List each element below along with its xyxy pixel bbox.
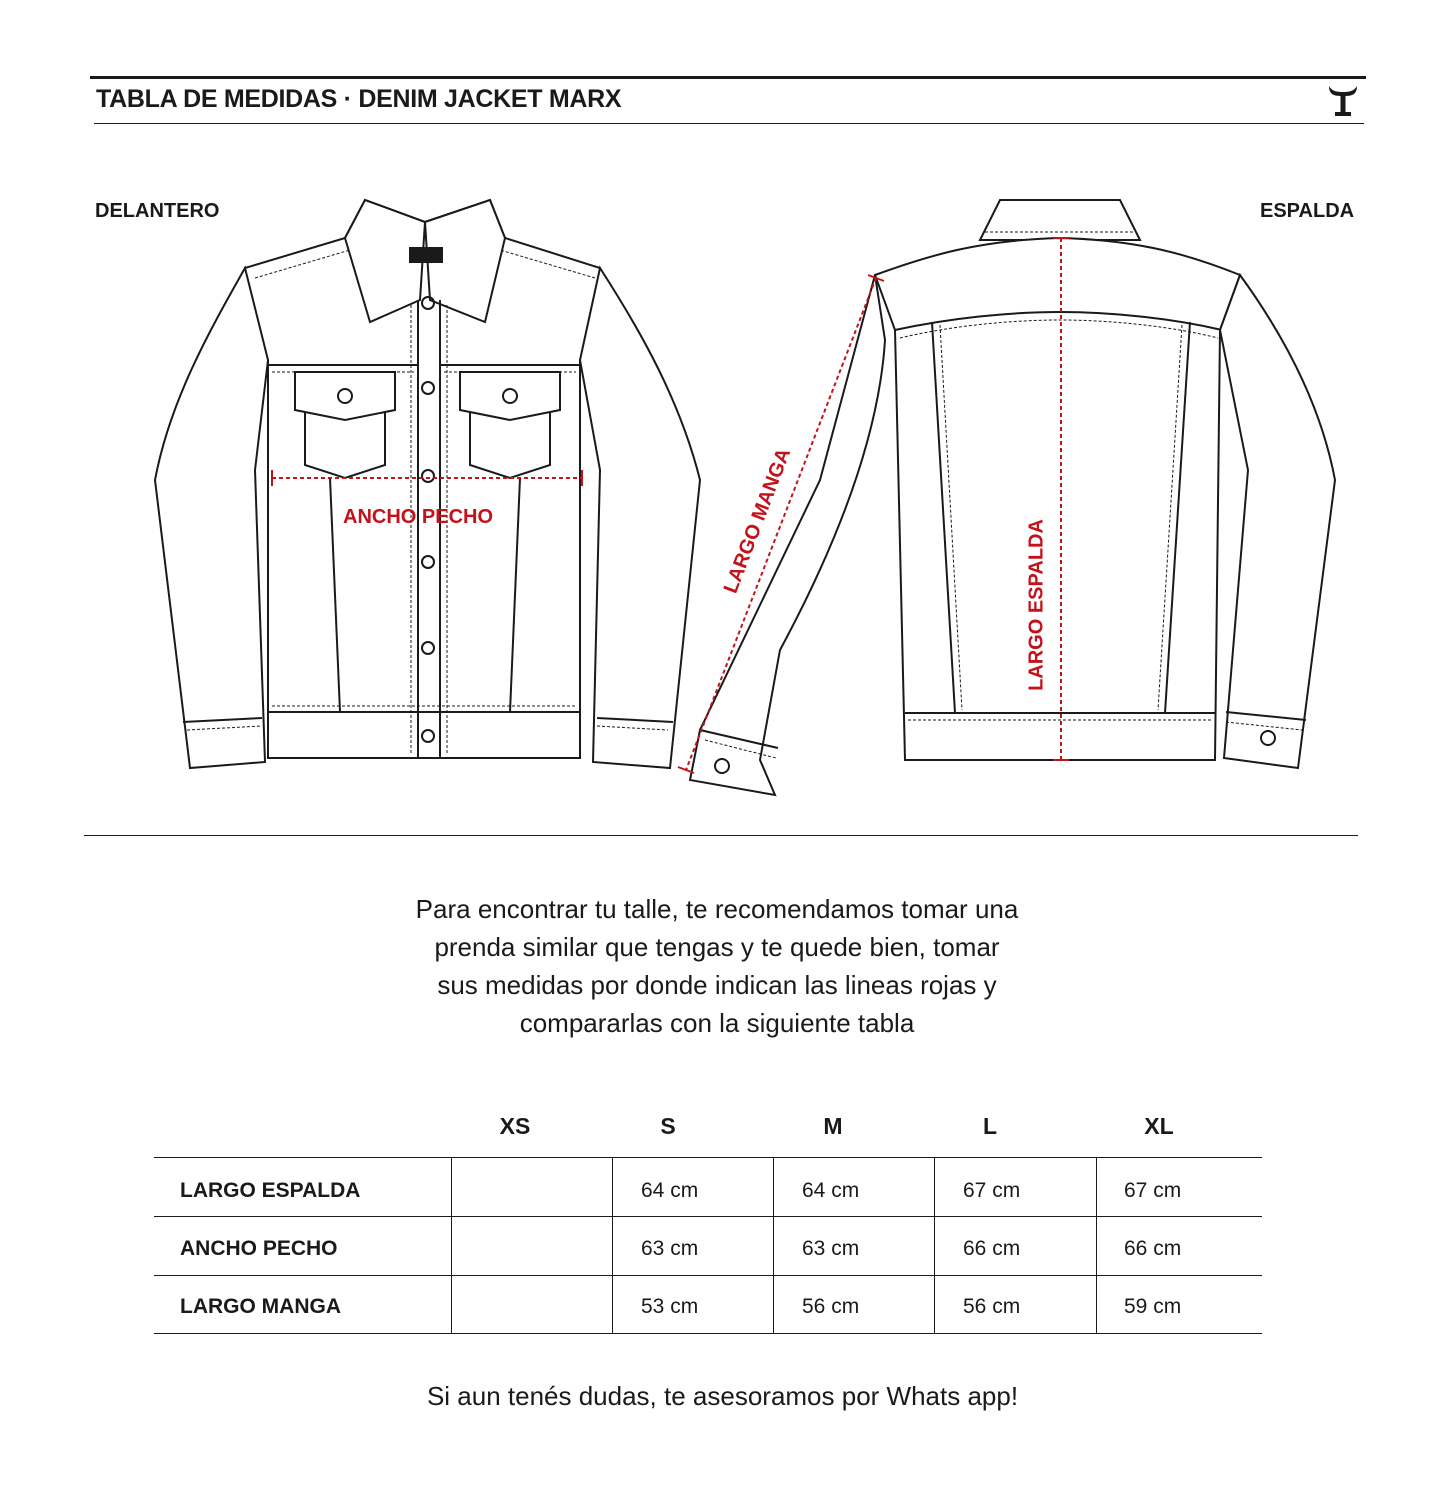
back-view-label: ESPALDA — [1260, 200, 1355, 222]
page-title: TABLA DE MEDIDAS · DENIM JACKET MARX — [96, 85, 622, 113]
table-cell: 56 cm — [963, 1295, 1021, 1318]
table-cell: 64 cm — [802, 1179, 860, 1202]
intro-line: compararlas con la siguiente tabla — [519, 1008, 915, 1038]
sleeve-measure-label: LARGO MANGA — [719, 445, 796, 597]
size-header-xl: XL — [1144, 1113, 1174, 1139]
table-rule — [154, 1333, 1262, 1334]
table-column-rule — [612, 1157, 613, 1333]
table-cell: 56 cm — [802, 1295, 860, 1318]
table-cell: 63 cm — [802, 1237, 860, 1260]
table-cell: 53 cm — [641, 1295, 699, 1318]
front-view-label: DELANTERO — [95, 200, 220, 222]
section-divider — [84, 835, 1358, 836]
table-cell: 66 cm — [1124, 1237, 1182, 1260]
size-header-xs: XS — [499, 1113, 531, 1139]
table-cell: 63 cm — [641, 1237, 699, 1260]
table-cell: 67 cm — [1124, 1179, 1182, 1202]
intro-line: sus medidas por donde indican las lineas rojas y — [437, 970, 997, 1000]
table-column-rule — [451, 1157, 452, 1333]
row-label-ancho-pecho: ANCHO PECHO — [180, 1237, 338, 1260]
table-cell: 59 cm — [1124, 1295, 1182, 1318]
size-header-l: L — [982, 1113, 998, 1139]
front-jacket-drawing — [155, 200, 700, 768]
chest-measure-label: ANCHO PECHO — [343, 506, 494, 528]
row-label-largo-espalda: LARGO ESPALDA — [180, 1179, 361, 1202]
intro-line: prenda similar que tengas y te quede bien, tomar — [434, 932, 1000, 962]
table-cell: 66 cm — [963, 1237, 1021, 1260]
table-column-rule — [934, 1157, 935, 1333]
back-length-measure-label: LARGO ESPALDA — [1025, 519, 1048, 691]
sleeve-measure-line — [686, 278, 876, 770]
back-jacket-drawing — [690, 200, 1335, 795]
size-header-s: S — [660, 1113, 676, 1139]
size-header-m: M — [823, 1113, 843, 1139]
table-cell: 64 cm — [641, 1179, 699, 1202]
table-column-rule — [1096, 1157, 1097, 1333]
size-table — [154, 1100, 1262, 1336]
whatsapp-help-text: Si aun tenés dudas, te asesoramos por Whats app! — [426, 1381, 1019, 1411]
table-cell: 67 cm — [963, 1179, 1021, 1202]
intro-line: Para encontrar tu talle, te recomendamos tomar una — [415, 894, 1019, 924]
table-column-rule — [773, 1157, 774, 1333]
intro-paragraph — [317, 890, 1117, 1042]
row-label-largo-manga: LARGO MANGA — [180, 1295, 341, 1318]
